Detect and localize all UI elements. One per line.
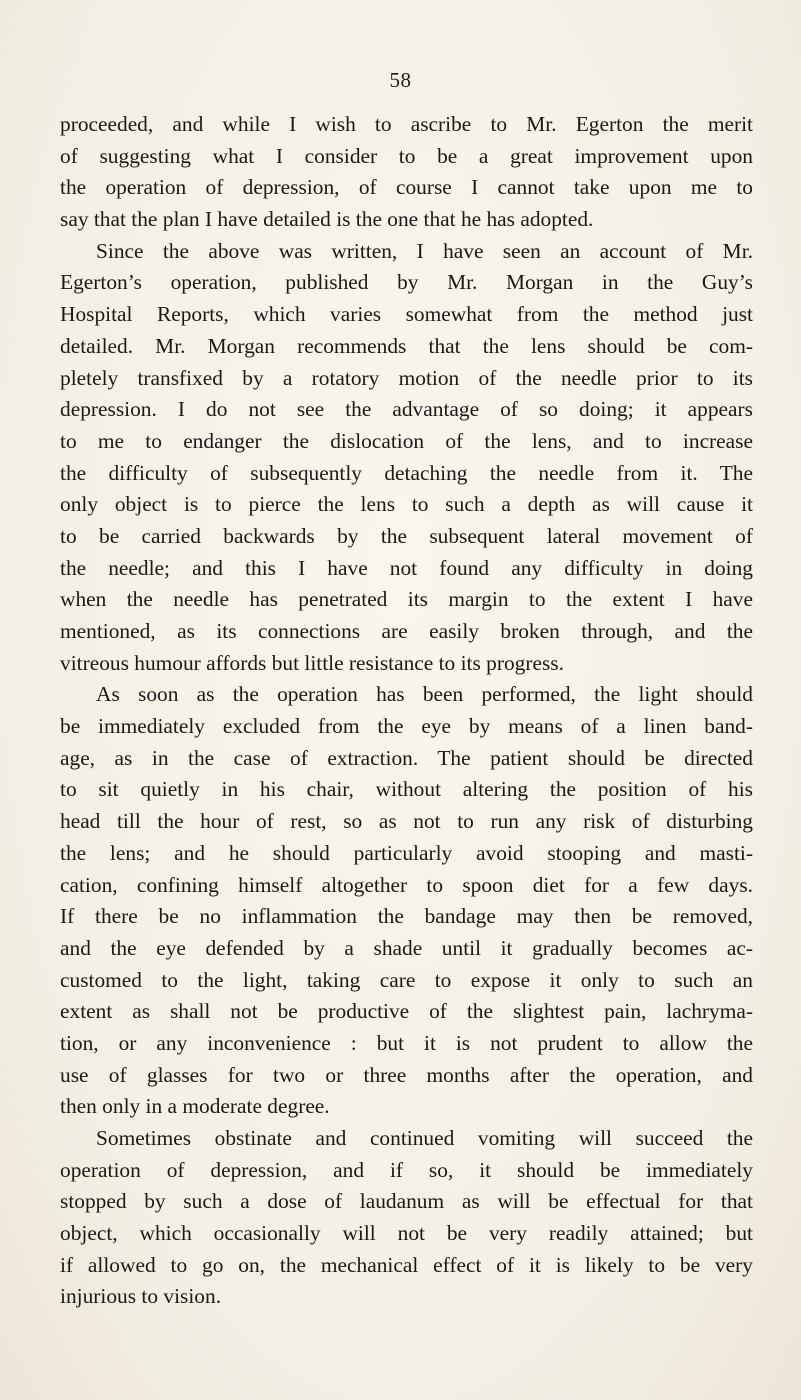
- text-line: As soon as the operation has been performed, the light should: [96, 682, 753, 707]
- text-line: mentioned, as its connections are easily broken through, and the: [60, 619, 753, 643]
- text-line: to sit quietly in his chair, without altering the position of his: [60, 777, 753, 802]
- page-number: 58: [389, 68, 412, 92]
- text-line: tion, or any inconvenience : but it is not prudent to allow the: [60, 1030, 753, 1055]
- text-line: to be carried backwards by the subsequent lateral movement of: [60, 523, 753, 548]
- text-line: to me to endanger the dislocation of the lens, and to increase: [60, 428, 753, 453]
- text-line: operation of depression, and if so, it should be immediately: [60, 1157, 753, 1182]
- text-line: be immediately excluded from the eye by means of a linen band-: [60, 714, 753, 739]
- text-line: head till the hour of rest, so as not to run any risk of disturbing: [60, 809, 753, 834]
- text-line: Sometimes obstinate and continued vomiting will succeed the: [96, 1126, 753, 1150]
- body-text: [60, 109, 753, 1313]
- text-line: vitreous humour affords but little resistance to its progress.: [60, 650, 564, 675]
- text-line: Egerton’s operation, published by Mr. Morgan in the Guy’s: [60, 270, 753, 295]
- text-line: depression. I do not see the advantage of so doing; it appears: [60, 397, 753, 422]
- text-line: object, which occasionally will not be very readily attained; but: [60, 1221, 753, 1246]
- text-line: and the eye defended by a shade until it gradually becomes ac-: [60, 935, 753, 960]
- text-line: then only in a moderate degree.: [60, 1094, 330, 1119]
- text-line: the difficulty of subsequently detaching the needle from it. The: [60, 460, 753, 485]
- text-line: say that the plan I have detailed is the one that he has adopted.: [60, 207, 594, 232]
- text-line: Since the above was written, I have seen an account of Mr.: [96, 238, 753, 263]
- text-line: If there be no inflammation the bandage may then be removed,: [60, 904, 753, 929]
- text-line: when the needle has penetrated its margin to the extent I have: [60, 587, 753, 612]
- text-line: the lens; and he should particularly avoid stooping and masti-: [60, 840, 753, 865]
- text-line: customed to the light, taking care to expose it only to such an: [60, 967, 753, 992]
- text-line: cation, confining himself altogether to spoon diet for a few days.: [60, 872, 753, 897]
- text-line: only object is to pierce the lens to such a depth as will cause it: [60, 492, 753, 517]
- text-line: the needle; and this I have not found any difficulty in doing: [60, 555, 753, 580]
- text-line: use of glasses for two or three months after the operation, and: [60, 1062, 753, 1087]
- text-line: injurious to vision.: [60, 1284, 222, 1309]
- text-line: age, as in the case of extraction. The patient should be directed: [60, 745, 753, 770]
- text-line: detailed. Mr. Morgan recommends that the lens should be com-: [60, 333, 753, 358]
- text-line: pletely transfixed by a rotatory motion of the needle prior to its: [60, 365, 753, 390]
- text-line: proceeded, and while I wish to ascribe to Mr. Egerton the merit: [60, 112, 753, 136]
- text-line: of suggesting what I consider to be a great improvement upon: [60, 143, 753, 168]
- text-line: stopped by such a dose of laudanum as will be effectual for that: [60, 1189, 753, 1214]
- text-line: if allowed to go on, the mechanical effect of it is likely to be very: [60, 1252, 753, 1277]
- text-line: extent as shall not be productive of the slightest pain, lachryma-: [60, 999, 753, 1024]
- text-line: the operation of depression, of course I cannot take upon me to: [60, 175, 753, 200]
- text-line: Hospital Reports, which varies somewhat from the method just: [60, 302, 753, 327]
